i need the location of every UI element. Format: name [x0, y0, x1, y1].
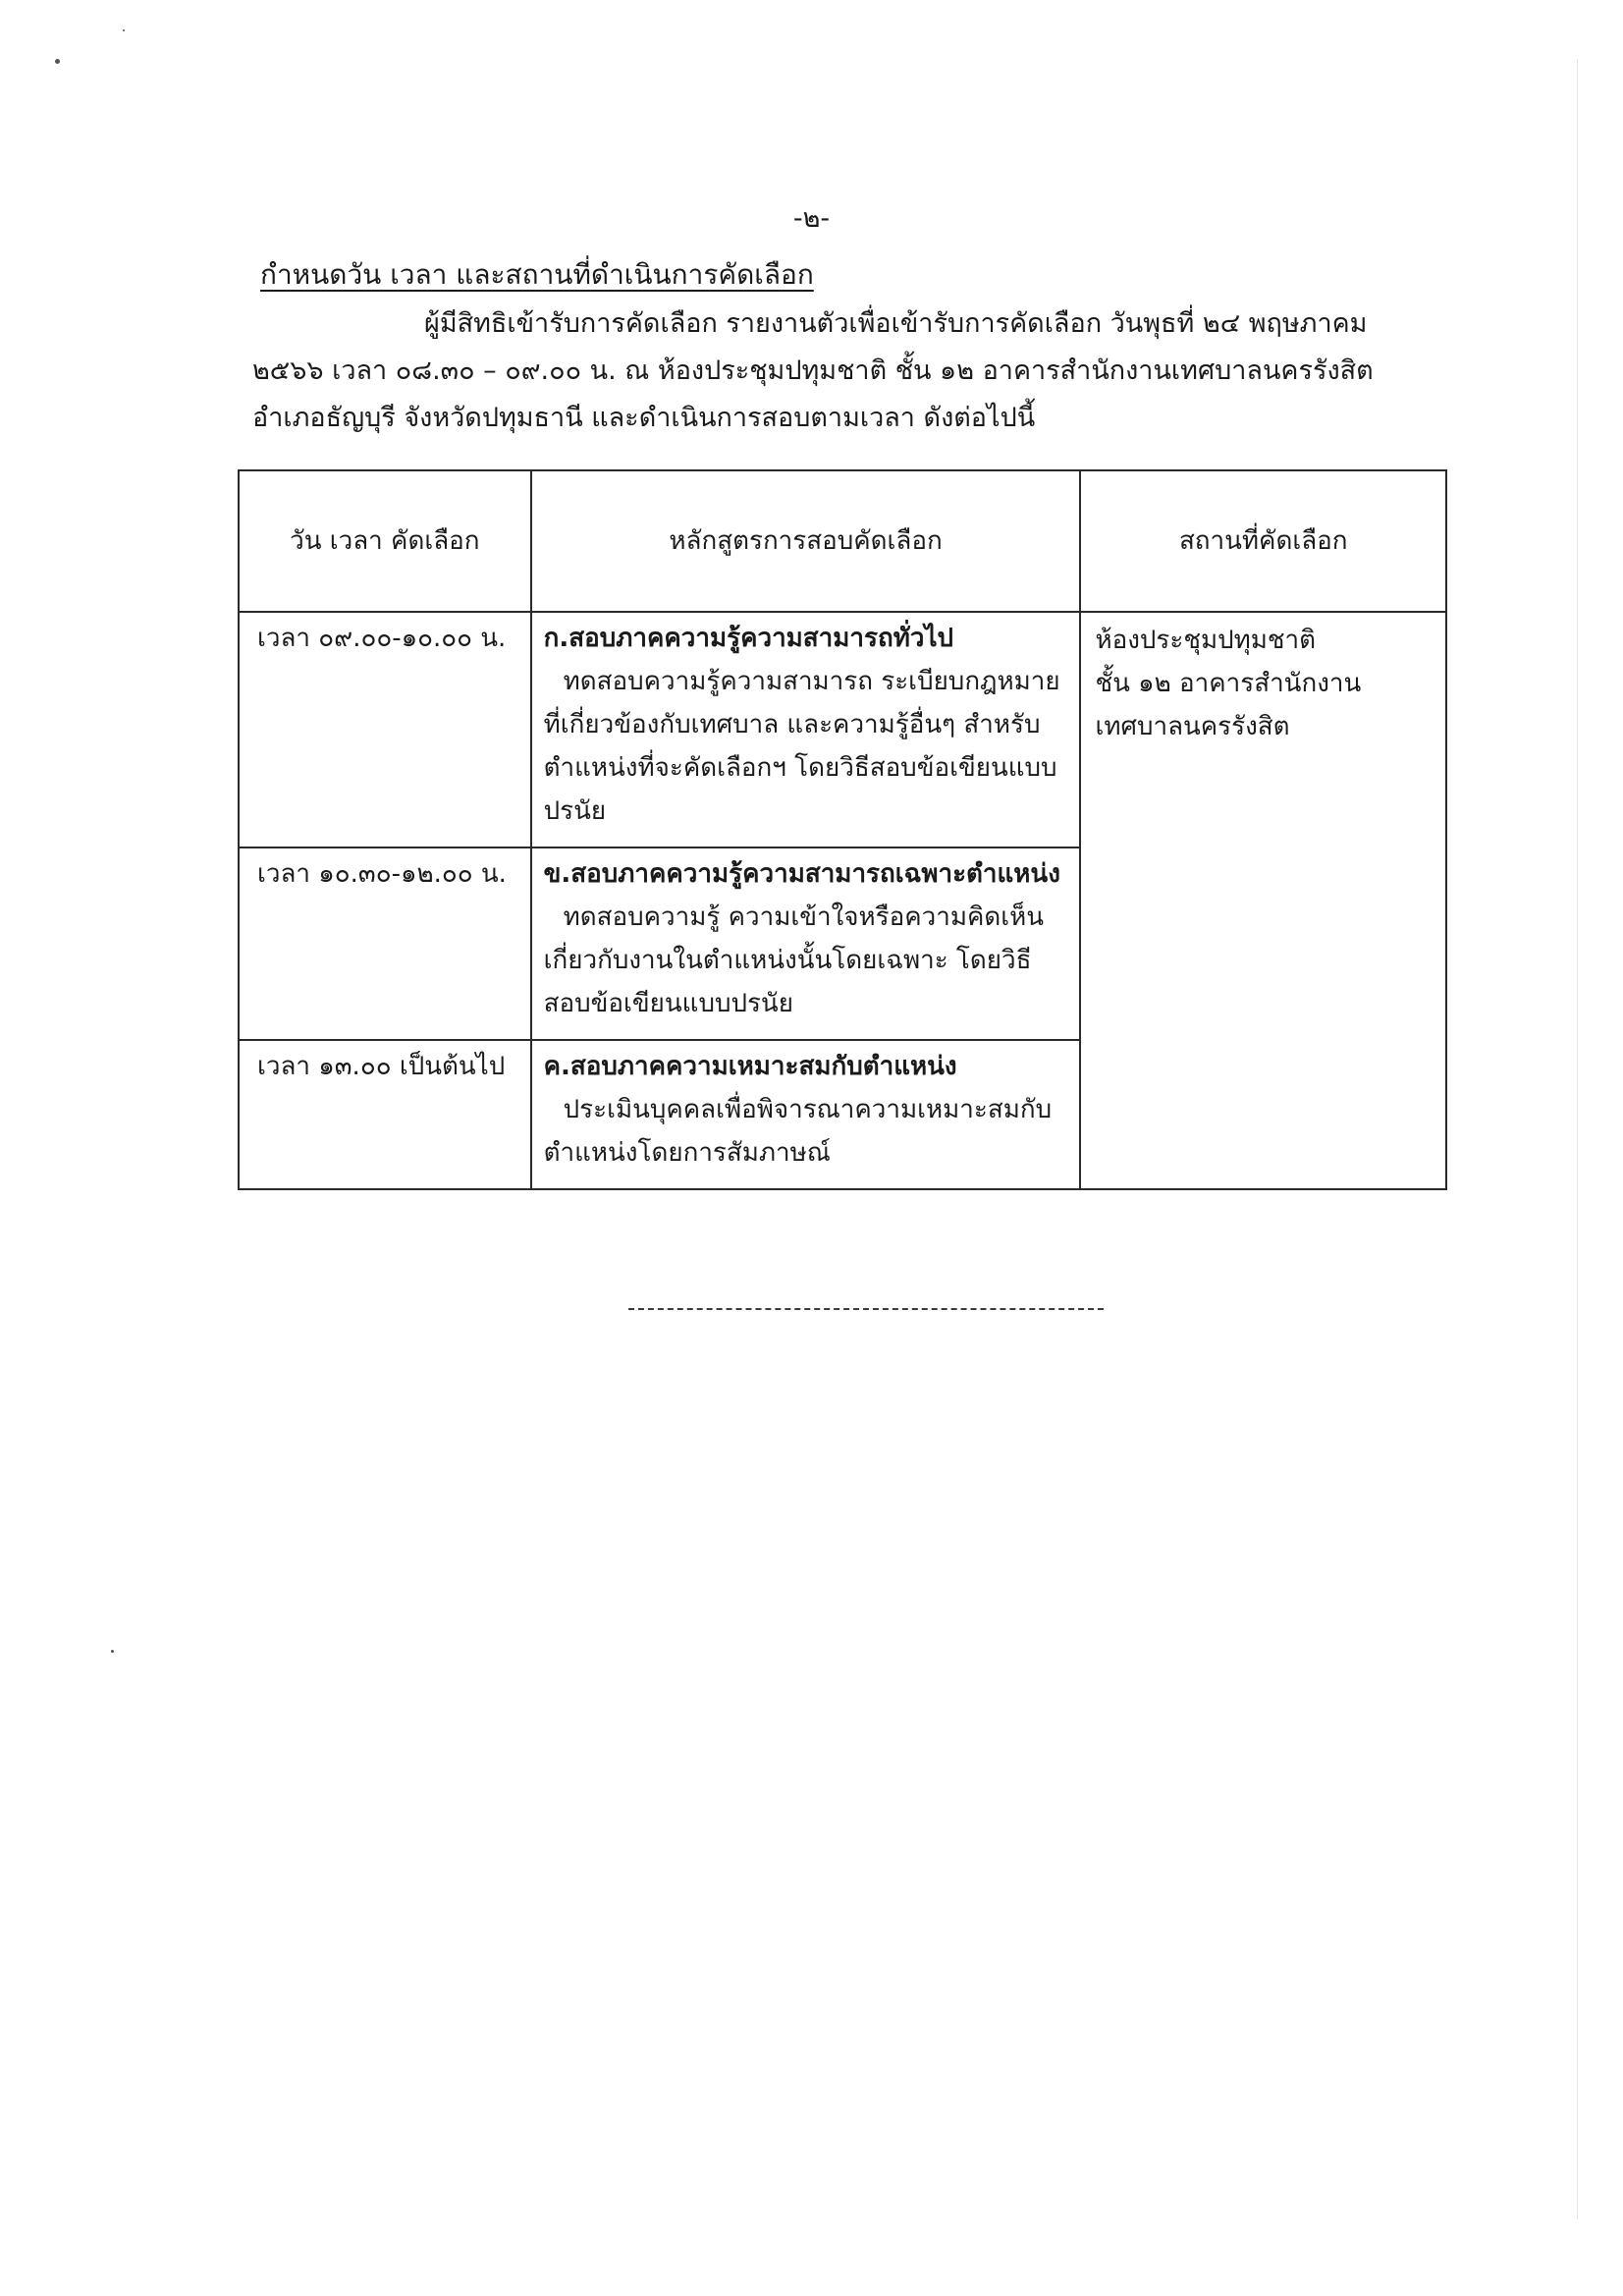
intro-line: ผู้มีสิทธิเข้ารับการคัดเลือก รายงานตัวเพื่อเข้ารับการคัดเลือก วันพุธที่ ๒๔ พฤษภาคม	[424, 308, 1368, 339]
section-heading: กำหนดวัน เวลา และสถานที่ดำเนินการคัดเลือก	[260, 258, 814, 291]
place-line: เทศบาลนครรังสิต	[1095, 712, 1290, 741]
scan-speck	[123, 29, 125, 31]
table-header-row	[239, 470, 1446, 612]
scan-speck	[55, 59, 60, 64]
scan-edge-line	[1577, 59, 1578, 2219]
header-place: สถานที่คัดเลือก	[1080, 470, 1446, 612]
intro-line: ๒๕๖๖ เวลา ๐๘.๓๐ – ๐๙.๐๐ น. ณ ห้องประชุมปทุมชาติ ชั้น ๑๒ อาคารสำนักงานเทศบาลนครรังสิต	[252, 355, 1374, 386]
place-line: ห้องประชุมปทุมชาติ	[1095, 626, 1317, 655]
end-of-document-line	[628, 1308, 1104, 1310]
intro-line: อำเภอธัญบุรี จังหวัดปทุมธานี และดำเนินการสอบตามเวลา ดังต่อไปนี้	[252, 403, 1036, 433]
header-time: วัน เวลา คัดเลือก	[239, 470, 531, 612]
course-cell	[531, 1040, 1081, 1189]
time-cell: เวลา ๑๓.๐๐ เป็นต้นไป	[239, 1040, 531, 1189]
scan-speck	[111, 1650, 114, 1653]
time-cell: เวลา ๑๐.๓๐-๑๒.๐๐ น.	[239, 847, 531, 1040]
course-title: ข.สอบภาคความรู้ความสามารถเฉพาะตำแหน่ง	[543, 859, 1060, 889]
course-description: ประเมินบุคคลเพื่อพิจารณาความเหมาะสมกับตำแหน่งโดยการสัมภาษณ์	[543, 1095, 1053, 1168]
course-title: ค.สอบภาคความเหมาะสมกับตำแหน่ง	[543, 1052, 957, 1081]
place-cell	[1080, 612, 1446, 1189]
page-number: -๒-	[792, 203, 831, 234]
course-description: ทดสอบความรู้ ความเข้าใจหรือความคิดเห็นเกี่ยวกับงานในตำแหน่งนั้นโดยเฉพาะ โดยวิธีสอบข้อเขียนแบบปรนัย	[543, 902, 1045, 1018]
course-description: ทดสอบความรู้ความสามารถ ระเบียบกฎหมายที่เกี่ยวข้องกับเทศบาล และความรู้อื่นๆ สำหรับตำแหน่งที่จะคัดเลือกฯ โดยวิธีสอบข้อเขียนแบบปรนัย	[543, 667, 1060, 826]
place-line: ชั้น ๑๒ อาคารสำนักงาน	[1095, 669, 1362, 698]
schedule-table	[238, 469, 1447, 1190]
course-title: ก.สอบภาคความรู้ความสามารถทั่วไป	[543, 624, 954, 653]
time-cell: เวลา ๐๙.๐๐-๑๐.๐๐ น.	[239, 612, 531, 847]
intro-paragraph	[252, 301, 1406, 442]
table-row	[239, 612, 1446, 847]
course-cell	[531, 612, 1081, 847]
course-cell	[531, 847, 1081, 1040]
header-course: หลักสูตรการสอบคัดเลือก	[531, 470, 1081, 612]
